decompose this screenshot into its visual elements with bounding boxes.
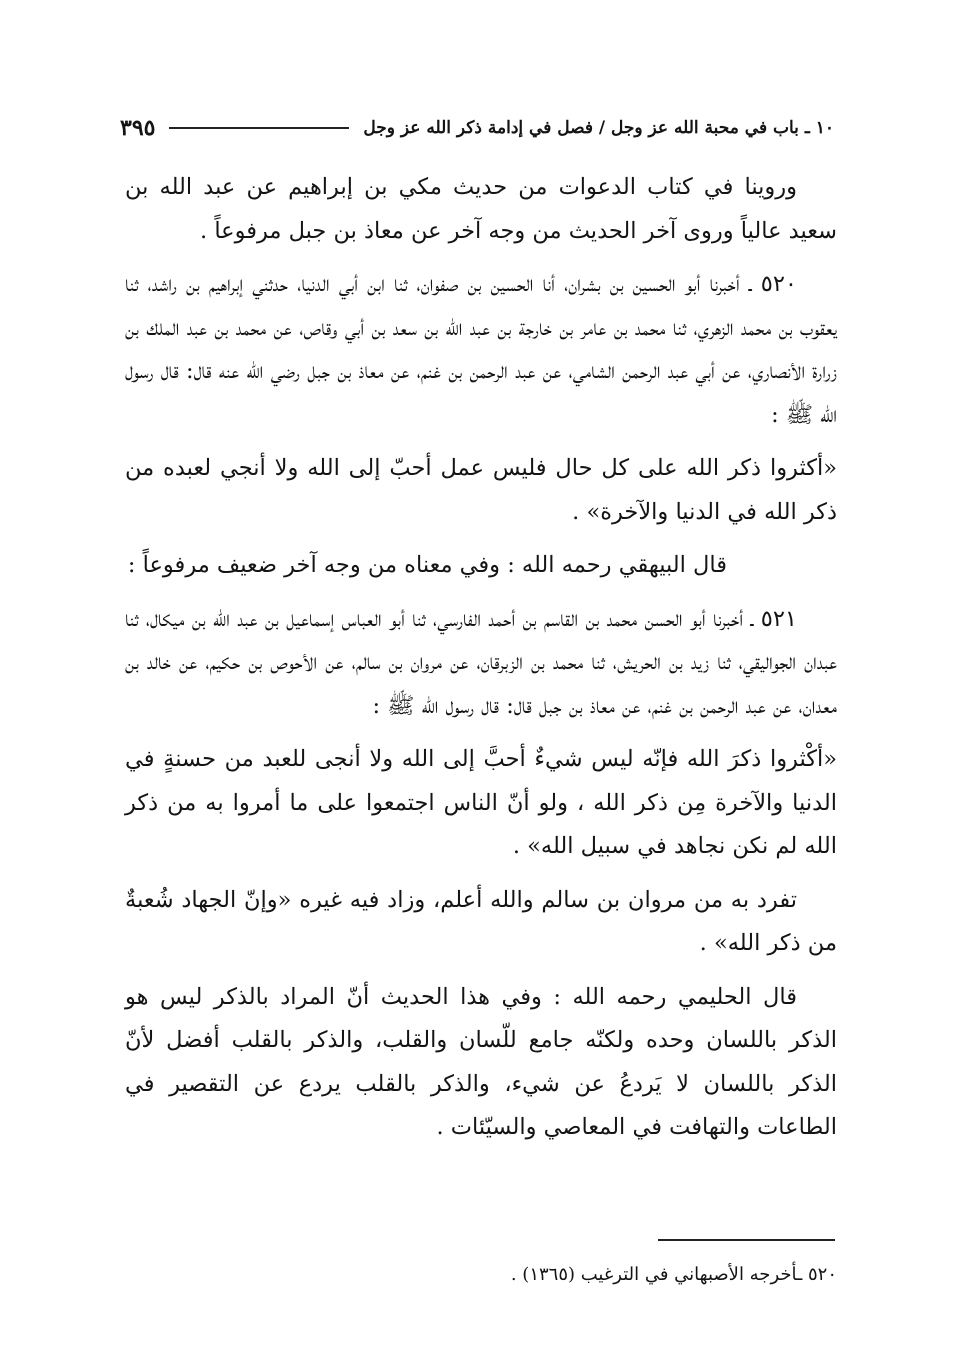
footnote: ٥٢٠ ـأخرجه الأصبهاني في الترغيب (١٣٦٥) .: [510, 1264, 837, 1285]
paragraph-hadith-520-chain: ٥٢٠ ـ أخبرنا أبو الحسين بن بشران، أنا الحسين بن صفوان، ثنا ابن أبي الدنيا، حدثني إبراهيم بن راشد، ثنا يعقوب بن محمد الزهري، ثنا محمد بن عامر بن خارجة بن عبد الله بن سعد بن أبي وقاص، عن محمد بن عبد الملك بن زرارة الأنصاري، عن أبي عبد الرحمن الشامي، عن عبد الرحمن بن غنم، عن معاذ بن جبل رضي الله عنه قال: قال رسول الله ﷺ :: [125, 271, 837, 428]
page-number: ٣٩٥: [120, 115, 156, 141]
header-rule: [169, 127, 349, 129]
paragraph-intro: وروينا في كتاب الدعوات من حديث مكي بن إبراهيم عن عبد الله بن سعيد عالياً وروى آخر الحديث من وجه آخر عن معاذ بن جبل مرفوعاً .: [125, 174, 837, 244]
paragraph-hadith-521-chain: ٥٢١ ـ أخبرنا أبو الحسن محمد بن القاسم بن أحمد الفارسي، ثنا أبو العباس إسماعيل بن عبد الله بن ميكال، ثنا عبدان الجواليقي، ثنا زيد بن الحريش، ثنا محمد بن الزبرقان، عن مروان بن سالم، عن الأحوص بن حكيم، عن خالد بن معدان، عن عبد الرحمن بن غنم، عن معاذ بن جبل قال: قال رسول الله ﷺ :: [125, 605, 837, 719]
paragraph-halimi: قال الحليمي رحمه الله : وفي هذا الحديث أنّ المراد بالذكر ليس هو الذكر باللسان وحده ولكنّه جامع للّسان والقلب، والذكر بالقلب أفضل لأنّ الذكر باللسان لا يَردعُ عن شيء، والذكر بالقلب يردع عن التقصير في الطاعات والتهافت في المعاصي والسيّئات .: [125, 983, 837, 1140]
paragraph-bayhaqi-note: قال البيهقي رحمه الله : وفي معناه من وجه آخر ضعيف مرفوعاً :: [127, 552, 727, 578]
running-header: [120, 110, 834, 146]
paragraph-hadith-520-text: «أكثروا ذكر الله على كل حال فليس عمل أحبّ إلى الله ولا أنجي لعبده من ذكر الله في الدنيا والآخرة» .: [125, 455, 837, 525]
body-text: [125, 166, 837, 1160]
paragraph-hadith-521-text: «أكْثروا ذكرَ الله فإنّه ليس شيءٌ أحبَّ إلى الله ولا أنجى للعبد من حسنةٍ في الدنيا والآخرة مِن ذكر الله ، ولو أنّ الناس اجتمعوا على ما أمروا به من ذكر الله لم نكن نجاهد في سبيل الله» .: [125, 746, 837, 859]
footnote-rule: [658, 1239, 835, 1241]
paragraph-tafarrud: تفرد به من مروان بن سالم والله أعلم، وزاد فيه غيره «وإنّ الجهاد شُعبةٌ من ذكر الله» .: [125, 886, 837, 956]
chapter-title: ١٠ ـ باب في محبة الله عز وجل / فصل في إدامة ذكر الله عز وجل: [363, 118, 834, 138]
